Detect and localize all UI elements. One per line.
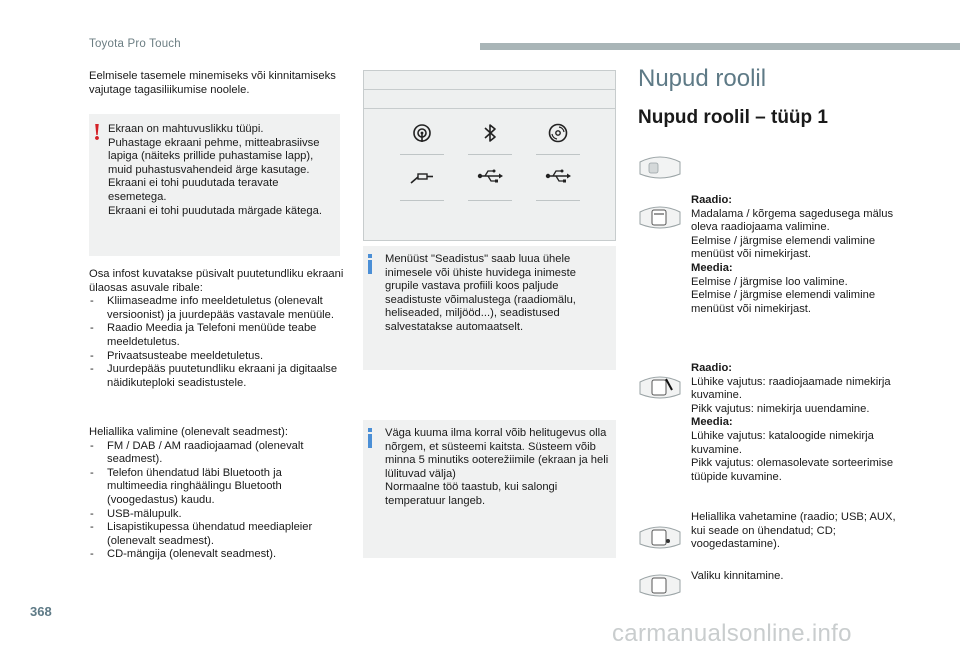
list-item: - Juurdepääs puutetundliku ekraani ja digitaalse näidikuteploki seadistustele. <box>89 363 344 390</box>
media-description: Lühike vajutus: kataloogide nimekirja kuvamine. Pikk vajutus: olemasolevate sorteerimise tüüpide kuvamine. <box>691 429 894 483</box>
bluetooth-icon[interactable] <box>468 115 512 155</box>
steering-wheel-controls-icon <box>636 152 684 182</box>
divider <box>364 89 615 90</box>
info-bar-list <box>89 295 344 390</box>
radio-antenna-icon[interactable] <box>400 115 444 155</box>
list-item: - USB-mälupulk. <box>89 508 344 522</box>
confirm-button-description: Valiku kinnitamine. <box>691 570 784 582</box>
media-description: Eelmise / järgmise loo valimine. Eelmise / järgmise elemendi valimine menüüst või nimekirjast. <box>691 275 876 315</box>
info-bar-section <box>89 268 344 390</box>
header-bar <box>480 43 960 50</box>
info-icon <box>368 254 372 274</box>
seek-buttons-description <box>691 194 896 316</box>
intro-text: Eelmisele tasemele minemiseks või kinnitamiseks vajutage tagasiliikumise noolele. <box>89 70 336 96</box>
warning-icon: ! <box>93 120 101 146</box>
divider <box>364 108 615 109</box>
cd-icon[interactable] <box>536 115 580 155</box>
list-item: - Raadio Meedia ja Telefoni menüüde teabe meeldetuletus. <box>89 322 344 349</box>
media-heading: Meedia: <box>691 261 733 274</box>
heat-info-box <box>363 420 616 558</box>
radio-description: Lühike vajutus: raadiojaamade nimekirja kuvamine. Pikk vajutus: nimekirja uuendamine. <box>691 375 891 415</box>
warning-line: Ekraani ei tohi puudutada teravate esemetega. <box>108 177 279 203</box>
sources-intro: Heliallika valimine (olenevalt seadmest): <box>89 426 288 438</box>
list-item: - CD-mängija (olenevalt seadmest). <box>89 548 344 562</box>
section-title: Nupud roolil <box>638 65 767 92</box>
profile-info-text: Menüüst "Seadistus" saab luua ühele inimesele või ühiste huvidega inimeste grupile vastava profiili koos paljude seadistuste võimalustega (raadiomälu, heliseaded, miljööd...), seadistused salvestatakse automaatselt. <box>385 253 576 333</box>
heat-info-text: Väga kuuma ilma korral võib helitugevus olla nõrgem, et süsteemi kaitsta. Süsteem võib minna 5 minutiks ooterežiimile (ekraan ja heli lülituvad välja) Normaalne töö taastub, kui salongi temperatuur langeb. <box>385 427 609 507</box>
list-button-description <box>691 362 896 484</box>
usb-icon[interactable] <box>468 161 512 201</box>
info-icon <box>368 428 372 448</box>
list-item: - FM / DAB / AM raadiojaamad (olenevalt seadmest). <box>89 440 344 467</box>
warning-line: Puhastage ekraani pehme, mitteabrasiivse lapiga (näiteks prillide puhastamise lapp), muid puhastusvahendeid ärge kasutage. <box>108 136 320 176</box>
warning-text <box>108 123 336 218</box>
seek-buttons-icon <box>636 202 684 232</box>
source-button-icon <box>636 522 684 552</box>
list-button-icon <box>636 372 684 402</box>
list-item: - Telefon ühendatud läbi Bluetooth ja multimeedia ringhäälingu Bluetooth (voogedastus) kaudu. <box>89 467 344 508</box>
sources-section <box>89 426 344 562</box>
sources-list <box>89 440 344 562</box>
source-button-description: Heliallika vahetamine (raadio; USB; AUX, kui seade on ühendatud; CD; voogedastamine). <box>691 511 896 551</box>
list-item: - Privaatsusteabe meeldetuletus. <box>89 350 344 364</box>
radio-heading: Raadio: <box>691 194 733 206</box>
confirm-button-icon <box>636 570 684 600</box>
media-heading: Meedia: <box>691 416 733 429</box>
warning-line: Ekraani ei tohi puudutada märgade kätega. <box>108 204 322 217</box>
profile-info-box <box>363 246 616 370</box>
watermark: carmanualsonline.info <box>612 620 852 647</box>
warning-line: Ekraan on mahtuvuslikku tüüpi. <box>108 123 264 135</box>
page-header-title: Toyota Pro Touch <box>89 38 181 50</box>
aux-cable-icon[interactable] <box>400 161 444 201</box>
page-number: 368 <box>30 604 52 619</box>
list-item: - Lisapistikupessa ühendatud meediapleier (olenevalt seadmest). <box>89 521 344 548</box>
radio-description: Madalama / kõrgema sagedusega mälus oleva raadiojaama valimine. Eelmise / järgmise elemendi valimine menüüst või nimekirjast. <box>691 207 894 261</box>
source-screen-illustration <box>363 70 616 241</box>
section-subtitle: Nupud roolil – tüüp 1 <box>638 107 828 128</box>
info-bar-intro: Osa infost kuvatakse püsivalt puutetundliku ekraani ülaosas asuvale ribale: <box>89 268 344 294</box>
radio-heading: Raadio: <box>691 362 733 374</box>
list-item: - Kliimaseadme info meeldetuletus (olenevalt versioonist) ja juurdepääs vastavale menüüle. <box>89 295 344 322</box>
usb-icon[interactable] <box>536 161 580 201</box>
